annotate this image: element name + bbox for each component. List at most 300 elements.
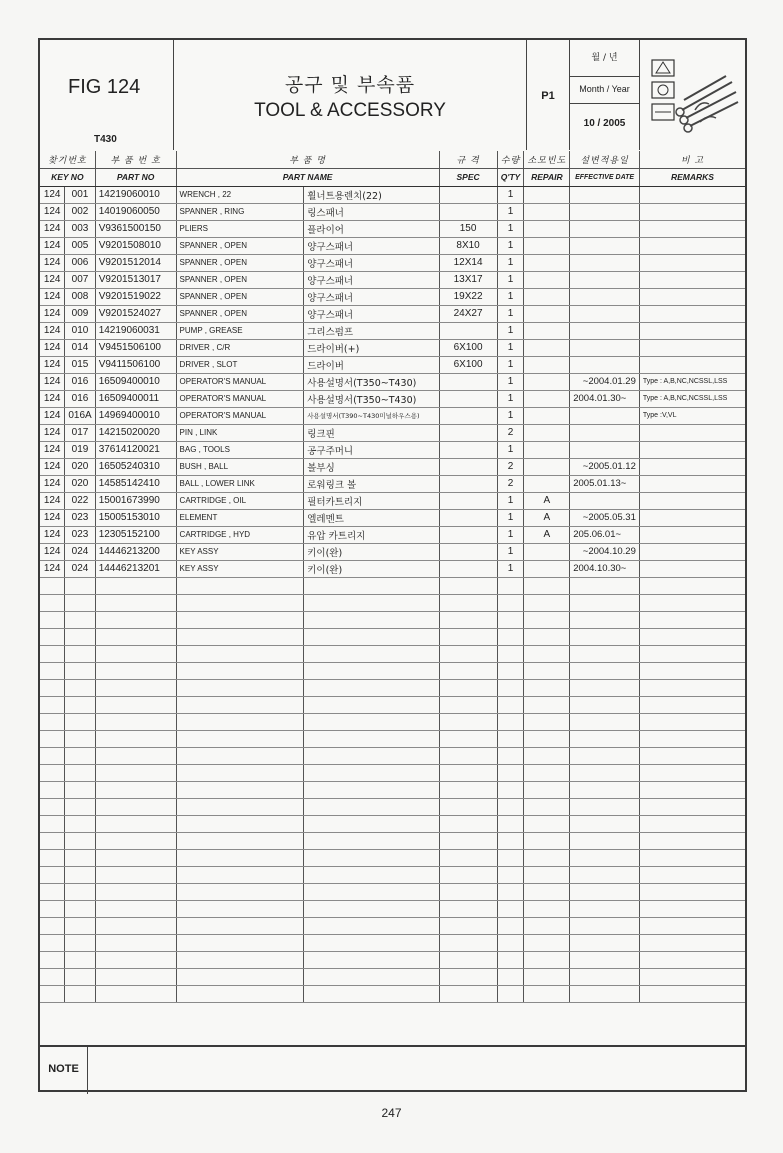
- key-no-cell: [65, 679, 95, 696]
- spec-header-ko: 규 격: [439, 151, 497, 168]
- part-name-ko-cell: 플라이어: [304, 220, 439, 237]
- part-no-cell: [95, 730, 176, 747]
- qty-cell: 1: [497, 492, 524, 509]
- remarks-cell: [639, 203, 745, 220]
- part-name-en-cell: [176, 968, 304, 985]
- page-number: 247: [381, 1106, 402, 1120]
- fig-no-cell: [40, 662, 65, 679]
- effective-date-cell: [570, 203, 640, 220]
- part-no-cell: [95, 781, 176, 798]
- qty-cell: [497, 747, 524, 764]
- spec-cell: 8X10: [439, 237, 497, 254]
- part-no-cell: 16509400010: [95, 373, 176, 390]
- fig-no-cell: [40, 985, 65, 1002]
- remarks-cell: [639, 509, 745, 526]
- repair-cell: [524, 560, 570, 577]
- spec-cell: [439, 985, 497, 1002]
- qty-cell: [497, 781, 524, 798]
- key-no-cell: 003: [65, 220, 95, 237]
- effective-date-cell: ~2005.01.12: [570, 458, 640, 475]
- part-no-cell: [95, 883, 176, 900]
- effective-date-cell: [570, 764, 640, 781]
- table-row: [40, 441, 745, 458]
- note-label: NOTE: [40, 1047, 88, 1094]
- fig-no-cell: [40, 696, 65, 713]
- fig-no-cell: [40, 883, 65, 900]
- key-no-cell: 006: [65, 254, 95, 271]
- remarks-cell: [639, 475, 745, 492]
- qty-cell: [497, 594, 524, 611]
- effective-date-cell: [570, 424, 640, 441]
- part-no-cell: [95, 900, 176, 917]
- fig-no-cell: 124: [40, 458, 65, 475]
- spec-cell: [439, 832, 497, 849]
- remarks-cell: [639, 883, 745, 900]
- remarks-cell: [639, 339, 745, 356]
- effective-date-cell: [570, 441, 640, 458]
- remarks-cell: [639, 356, 745, 373]
- key-no-cell: [65, 815, 95, 832]
- qty-cell: 1: [497, 203, 524, 220]
- key-no-cell: 023: [65, 526, 95, 543]
- part-no-cell: 14446213201: [95, 560, 176, 577]
- remarks-cell: [639, 696, 745, 713]
- part-name-ko-cell: [304, 917, 439, 934]
- part-name-header-ko: 부 품 명: [176, 151, 439, 168]
- key-no-cell: 016: [65, 390, 95, 407]
- repair-cell: [524, 985, 570, 1002]
- part-no-cell: [95, 628, 176, 645]
- key-no-cell: 024: [65, 560, 95, 577]
- fig-no-cell: 124: [40, 356, 65, 373]
- blank-row: [40, 696, 745, 713]
- part-name-ko-cell: [304, 645, 439, 662]
- qty-cell: [497, 764, 524, 781]
- part-no-cell: V9201519022: [95, 288, 176, 305]
- model-label: T430: [94, 134, 117, 145]
- part-name-ko-cell: [304, 628, 439, 645]
- key-no-cell: 014: [65, 339, 95, 356]
- blank-row: [40, 679, 745, 696]
- qty-cell: [497, 849, 524, 866]
- repair-cell: [524, 628, 570, 645]
- remarks-cell: [639, 747, 745, 764]
- effective-date-cell: [570, 832, 640, 849]
- remarks-cell: [639, 237, 745, 254]
- part-no-cell: 14215020020: [95, 424, 176, 441]
- fig-no-cell: [40, 832, 65, 849]
- key-no-cell: 009: [65, 305, 95, 322]
- part-name-ko-cell: 유압 카트리지: [304, 526, 439, 543]
- repair-cell: [524, 305, 570, 322]
- part-name-en-cell: [176, 713, 304, 730]
- qty-cell: 1: [497, 373, 524, 390]
- table-row: [40, 271, 745, 288]
- fig-no-cell: [40, 730, 65, 747]
- repair-cell: [524, 781, 570, 798]
- table-row: [40, 186, 745, 203]
- effective-date-cell: [570, 713, 640, 730]
- part-name-en-cell: [176, 764, 304, 781]
- qty-cell: [497, 662, 524, 679]
- fig-no-cell: 124: [40, 560, 65, 577]
- spec-cell: [439, 968, 497, 985]
- key-no-cell: [65, 968, 95, 985]
- blank-row: [40, 764, 745, 781]
- repair-cell: [524, 730, 570, 747]
- key-no-cell: [65, 645, 95, 662]
- part-no-cell: 14585142410: [95, 475, 176, 492]
- parts-sheet: [38, 38, 747, 1092]
- qty-cell: [497, 934, 524, 951]
- part-no-cell: [95, 849, 176, 866]
- key-no-cell: [65, 628, 95, 645]
- effective-date-cell: [570, 628, 640, 645]
- fig-no-cell: 124: [40, 305, 65, 322]
- part-name-en-cell: [176, 781, 304, 798]
- part-name-en-cell: [176, 849, 304, 866]
- date-label-korean: 월 / 년: [591, 53, 618, 63]
- effective-date-cell: [570, 237, 640, 254]
- qty-cell: 1: [497, 288, 524, 305]
- repair-cell: [524, 475, 570, 492]
- fig-no-cell: [40, 594, 65, 611]
- fig-no-cell: 124: [40, 441, 65, 458]
- part-name-ko-cell: [304, 934, 439, 951]
- repair-cell: A: [524, 492, 570, 509]
- part-name-ko-cell: [304, 968, 439, 985]
- repair-cell: [524, 832, 570, 849]
- fig-no-cell: 124: [40, 492, 65, 509]
- spec-cell: [439, 696, 497, 713]
- spec-cell: [439, 407, 497, 424]
- repair-cell: [524, 543, 570, 560]
- repair-cell: [524, 322, 570, 339]
- fig-no-cell: [40, 951, 65, 968]
- repair-cell: [524, 798, 570, 815]
- fig-no-cell: [40, 849, 65, 866]
- key-no-cell: [65, 781, 95, 798]
- part-name-en-cell: BAG , TOOLS: [176, 441, 304, 458]
- remarks-cell: [639, 781, 745, 798]
- remarks-cell: [639, 900, 745, 917]
- repair-cell: [524, 951, 570, 968]
- effective-date-cell: 2005.01.13~: [570, 475, 640, 492]
- repair-cell: [524, 577, 570, 594]
- spec-cell: [439, 526, 497, 543]
- effective-date-cell: [570, 271, 640, 288]
- part-name-en-cell: [176, 900, 304, 917]
- fig-no-cell: 124: [40, 186, 65, 203]
- remarks-cell: [639, 917, 745, 934]
- remarks-cell: [639, 679, 745, 696]
- blank-row: [40, 849, 745, 866]
- part-name-ko-cell: 양구스패너: [304, 271, 439, 288]
- part-no-cell: [95, 764, 176, 781]
- blank-row: [40, 781, 745, 798]
- repair-cell: [524, 424, 570, 441]
- part-no-cell: 16505240310: [95, 458, 176, 475]
- remarks-cell: [639, 798, 745, 815]
- table-row: [40, 203, 745, 220]
- part-name-ko-cell: [304, 713, 439, 730]
- date-box: [570, 40, 640, 150]
- spec-cell: [439, 747, 497, 764]
- fig-no-cell: 124: [40, 407, 65, 424]
- spec-cell: [439, 645, 497, 662]
- repair-cell: [524, 713, 570, 730]
- part-name-ko-cell: [304, 696, 439, 713]
- remarks-cell: [639, 441, 745, 458]
- part-name-ko-cell: 필터카트리지: [304, 492, 439, 509]
- blank-row: [40, 832, 745, 849]
- table-row: [40, 526, 745, 543]
- part-no-cell: 14969400010: [95, 407, 176, 424]
- part-name-en-cell: DRIVER , SLOT: [176, 356, 304, 373]
- part-name-en-cell: SPANNER , OPEN: [176, 271, 304, 288]
- key-no-cell: 022: [65, 492, 95, 509]
- part-name-en-cell: [176, 611, 304, 628]
- spec-cell: [439, 866, 497, 883]
- part-name-en-cell: WRENCH , 22: [176, 186, 304, 203]
- spec-cell: [439, 475, 497, 492]
- repair-cell: [524, 917, 570, 934]
- fig-no-cell: 124: [40, 373, 65, 390]
- header-row-korean: [40, 151, 745, 168]
- repair-cell: [524, 849, 570, 866]
- table-row: [40, 509, 745, 526]
- qty-cell: 2: [497, 424, 524, 441]
- spec-cell: [439, 730, 497, 747]
- key-no-cell: 019: [65, 441, 95, 458]
- remarks-cell: [639, 968, 745, 985]
- repair-cell: [524, 237, 570, 254]
- spec-cell: [439, 815, 497, 832]
- note-row: [40, 1045, 745, 1094]
- part-no-cell: [95, 951, 176, 968]
- remarks-cell: [639, 764, 745, 781]
- part-no-cell: [95, 662, 176, 679]
- spec-cell: 6X100: [439, 339, 497, 356]
- key-no-cell: [65, 611, 95, 628]
- effective-date-cell: [570, 407, 640, 424]
- part-no-cell: [95, 611, 176, 628]
- key-no-cell: [65, 866, 95, 883]
- effective-date-cell: [570, 798, 640, 815]
- spec-cell: [439, 764, 497, 781]
- part-name-en-cell: [176, 832, 304, 849]
- spec-cell: [439, 458, 497, 475]
- key-no-header-ko: 찾기번호: [40, 151, 95, 168]
- spec-cell: 24X27: [439, 305, 497, 322]
- qty-header: Q'TY: [497, 168, 524, 186]
- repair-cell: [524, 441, 570, 458]
- fig-no-cell: 124: [40, 220, 65, 237]
- part-name-ko-cell: [304, 798, 439, 815]
- remarks-cell: [639, 985, 745, 1002]
- part-name-en-cell: [176, 866, 304, 883]
- key-no-cell: [65, 917, 95, 934]
- part-no-header: PART NO: [95, 168, 176, 186]
- table-row: [40, 339, 745, 356]
- part-name-en-cell: [176, 662, 304, 679]
- spec-cell: [439, 322, 497, 339]
- remarks-cell: [639, 526, 745, 543]
- qty-cell: [497, 900, 524, 917]
- fig-no-cell: [40, 917, 65, 934]
- spec-cell: [439, 186, 497, 203]
- header-row-english: [40, 168, 745, 186]
- part-name-en-cell: [176, 951, 304, 968]
- part-no-cell: V9201512014: [95, 254, 176, 271]
- fig-no-cell: [40, 781, 65, 798]
- key-no-cell: 016: [65, 373, 95, 390]
- part-name-ko-cell: [304, 611, 439, 628]
- effective-date-cell: [570, 747, 640, 764]
- part-no-cell: [95, 985, 176, 1002]
- key-no-cell: 008: [65, 288, 95, 305]
- fig-no-cell: 124: [40, 424, 65, 441]
- remarks-cell: [639, 254, 745, 271]
- table-row: [40, 543, 745, 560]
- effective-date-cell: 2004.01.30~: [570, 390, 640, 407]
- repair-cell: [524, 883, 570, 900]
- part-name-ko-cell: [304, 900, 439, 917]
- fig-no-cell: [40, 866, 65, 883]
- blank-row: [40, 645, 745, 662]
- remarks-cell: Type : A,B,NC,NCSSL,LSS: [639, 390, 745, 407]
- repair-cell: [524, 645, 570, 662]
- effective-date-cell: [570, 577, 640, 594]
- repair-cell: [524, 220, 570, 237]
- remarks-cell: [639, 322, 745, 339]
- spec-cell: [439, 662, 497, 679]
- key-no-cell: 016A: [65, 407, 95, 424]
- repair-cell: [524, 373, 570, 390]
- key-no-cell: 017: [65, 424, 95, 441]
- part-no-cell: 15005153010: [95, 509, 176, 526]
- part-no-cell: V9361500150: [95, 220, 176, 237]
- qty-cell: [497, 628, 524, 645]
- blank-row: [40, 900, 745, 917]
- repair-cell: [524, 611, 570, 628]
- key-no-cell: [65, 747, 95, 764]
- fig-no-cell: 124: [40, 322, 65, 339]
- part-no-cell: [95, 696, 176, 713]
- part-name-ko-cell: 드라이버: [304, 356, 439, 373]
- repair-cell: [524, 407, 570, 424]
- remarks-cell: [639, 866, 745, 883]
- repair-cell: [524, 339, 570, 356]
- part-name-ko-cell: [304, 951, 439, 968]
- qty-cell: 1: [497, 322, 524, 339]
- part-name-en-cell: PUMP , GREASE: [176, 322, 304, 339]
- part-name-ko-cell: 볼부싱: [304, 458, 439, 475]
- key-no-cell: [65, 883, 95, 900]
- part-no-cell: 16509400011: [95, 390, 176, 407]
- remarks-cell: [639, 305, 745, 322]
- remarks-cell: [639, 645, 745, 662]
- qty-cell: [497, 985, 524, 1002]
- part-name-en-cell: SPANNER , RING: [176, 203, 304, 220]
- spec-cell: [439, 883, 497, 900]
- spec-cell: [439, 713, 497, 730]
- key-no-cell: 005: [65, 237, 95, 254]
- part-name-en-cell: [176, 594, 304, 611]
- remarks-cell: [639, 492, 745, 509]
- qty-cell: 1: [497, 254, 524, 271]
- key-no-cell: [65, 934, 95, 951]
- repair-header-ko: 소모빈도: [524, 151, 570, 168]
- remarks-cell: [639, 543, 745, 560]
- effective-date-cell: 2004.10.30~: [570, 560, 640, 577]
- key-no-cell: [65, 730, 95, 747]
- effective-date-cell: [570, 339, 640, 356]
- effective-date-cell: [570, 985, 640, 1002]
- effective-date-cell: ~2004.10.29: [570, 543, 640, 560]
- qty-cell: 1: [497, 237, 524, 254]
- fig-no-cell: [40, 577, 65, 594]
- remarks-cell: [639, 934, 745, 951]
- remarks-cell: [639, 832, 745, 849]
- qty-cell: [497, 832, 524, 849]
- spec-cell: [439, 917, 497, 934]
- fig-no-cell: [40, 679, 65, 696]
- remarks-cell: [639, 560, 745, 577]
- part-name-en-cell: [176, 696, 304, 713]
- part-name-en-cell: PLIERS: [176, 220, 304, 237]
- table-row: [40, 356, 745, 373]
- blank-row: [40, 577, 745, 594]
- part-name-ko-cell: [304, 662, 439, 679]
- spec-cell: [439, 441, 497, 458]
- fig-no-cell: 124: [40, 543, 65, 560]
- fig-no-cell: 124: [40, 254, 65, 271]
- figure-box: [40, 40, 174, 150]
- part-name-en-cell: SPANNER , OPEN: [176, 288, 304, 305]
- fig-no-cell: 124: [40, 271, 65, 288]
- effective-date-cell: [570, 968, 640, 985]
- part-name-ko-cell: 사용설명서(T390~T430미널하우스용): [304, 407, 439, 424]
- spec-cell: [439, 849, 497, 866]
- part-name-ko-cell: [304, 985, 439, 1002]
- table-row: [40, 237, 745, 254]
- spec-cell: [439, 628, 497, 645]
- table-row: [40, 492, 745, 509]
- repair-cell: [524, 679, 570, 696]
- fig-no-cell: [40, 764, 65, 781]
- part-name-ko-cell: 양구스패너: [304, 288, 439, 305]
- fig-no-cell: [40, 900, 65, 917]
- remarks-cell: [639, 815, 745, 832]
- part-name-ko-cell: 그리스펌프: [304, 322, 439, 339]
- spec-cell: [439, 203, 497, 220]
- qty-cell: [497, 968, 524, 985]
- spec-cell: [439, 594, 497, 611]
- part-name-en-cell: KEY ASSY: [176, 543, 304, 560]
- fig-no-cell: [40, 934, 65, 951]
- part-no-cell: [95, 866, 176, 883]
- repair-cell: [524, 747, 570, 764]
- qty-cell: 2: [497, 475, 524, 492]
- qty-cell: [497, 883, 524, 900]
- fig-no-cell: 124: [40, 526, 65, 543]
- effective-date-cell: [570, 645, 640, 662]
- part-name-ko-cell: [304, 866, 439, 883]
- blank-row: [40, 934, 745, 951]
- spec-header: SPEC: [439, 168, 497, 186]
- part-no-cell: [95, 713, 176, 730]
